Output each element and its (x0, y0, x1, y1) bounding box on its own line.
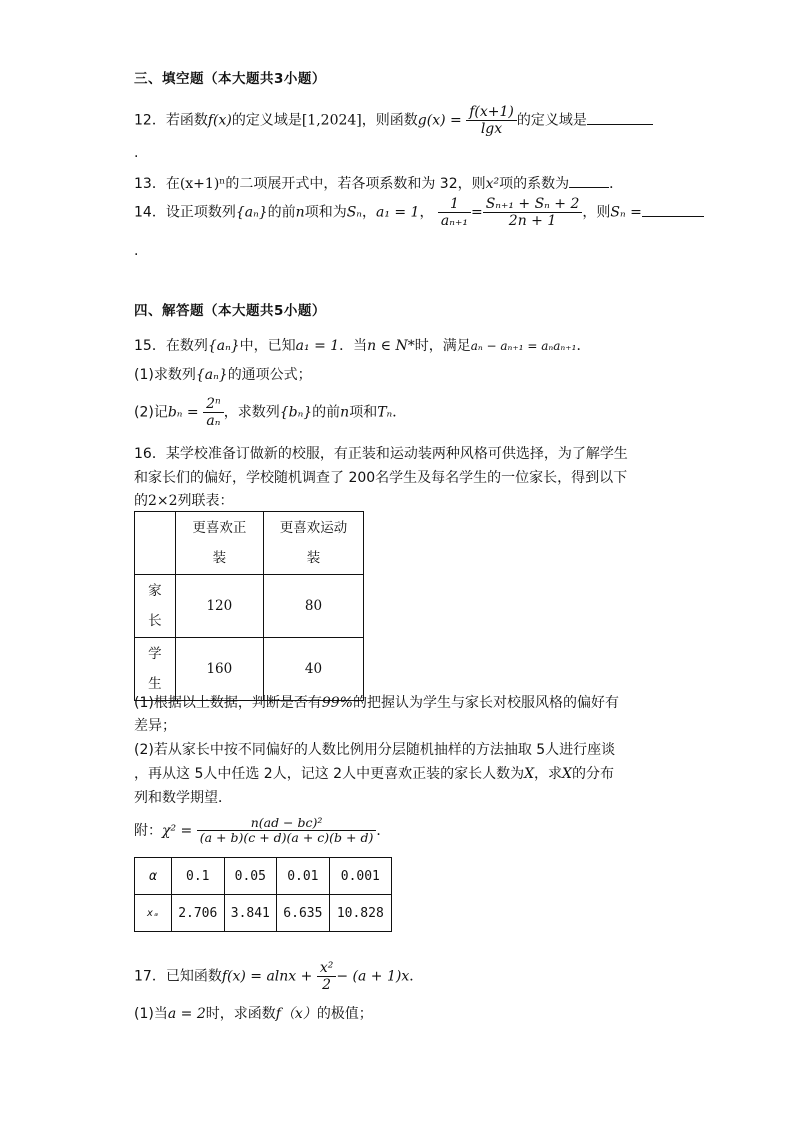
question-13 (134, 173, 623, 193)
question-17 (134, 960, 423, 993)
table-cell: 40 (263, 638, 363, 701)
row-header-text: 学 (148, 646, 162, 662)
q17-num: x² (317, 960, 337, 977)
header-text: 装 (212, 550, 227, 566)
table-cell: 80 (263, 575, 363, 638)
q15-a1: a₁ = 1 (295, 338, 340, 354)
q14-number: 14． (134, 204, 166, 221)
q14-lhs-den: aₙ₊₁ (440, 213, 468, 230)
header-text: 装 (306, 550, 321, 566)
q14-text: 设正项数列 (165, 204, 236, 221)
question-12 (134, 104, 653, 137)
q17-p1-text: (1)当 (134, 1006, 168, 1022)
q12-denominator: lgx (480, 121, 503, 138)
chi-den: (a + b)(c + d)(a + c)(b + d) (199, 830, 374, 846)
alpha-cell: 0.001 (329, 858, 391, 895)
row-header-text: 长 (148, 613, 162, 629)
table-row (135, 512, 364, 575)
q15-part-1 (134, 364, 312, 384)
table-row (135, 895, 392, 932)
q16-p2-text: ，再从这 5人中任选 2人，记这 2人中更喜欢正装的家长人数为 (134, 766, 525, 782)
q14-sn: Sₙ (346, 204, 362, 221)
q12-text: 的定义域是 (516, 112, 587, 129)
q14-text: 项和为 (304, 204, 347, 221)
alpha-header: α (135, 858, 172, 895)
table-row (135, 575, 364, 638)
q14-period: . (134, 243, 139, 259)
table-header-cell (175, 512, 263, 575)
q13-term: x² (485, 176, 500, 192)
chi-fraction (197, 816, 377, 846)
q15-p2-text: 项和 (349, 404, 378, 421)
chi-end: ． (376, 822, 391, 839)
q12-fraction (466, 104, 517, 137)
q15-p2-num: 2ⁿ (203, 396, 224, 413)
q14-seq: {aₙ} (235, 204, 268, 221)
q16-p2-text: ，求 (534, 766, 563, 782)
q16-2x2: 2×2 (148, 493, 178, 509)
q17-text: 已知函数 (165, 968, 222, 985)
xa-header: xₐ (135, 895, 172, 932)
q17-p1-text: 的极值； (316, 1006, 373, 1022)
q17-fraction (317, 960, 337, 993)
q15-p2-den: aₙ (206, 413, 221, 430)
q16-p2-X: X (562, 766, 573, 782)
q13-text: 项的系数为 (499, 176, 570, 192)
q15-p2-tn: Tₙ (377, 404, 393, 421)
q15-p2-text: 的前 (312, 404, 341, 421)
x-cell: 10.828 (329, 895, 391, 932)
critical-value-table (134, 857, 392, 932)
attach-label: 附： (134, 822, 162, 839)
q14-rhs-fraction (483, 196, 583, 229)
q17-part-1 (134, 1003, 373, 1023)
q16-part-2: (2)若从家长中按不同偏好的人数比例用分层随机抽样的方法抽取 5人进行座谈 (134, 742, 616, 758)
q12-number: 12． (134, 112, 166, 129)
q15-p1-text: (1)求数列 (134, 367, 196, 383)
q13-answer-blank[interactable] (569, 173, 609, 188)
q15-p1-seq: {aₙ} (195, 367, 228, 383)
q15-p2-text: (2)记 (134, 404, 168, 421)
q16-p2-line-3: 列和数学期望． (134, 790, 232, 806)
q15-text: 在数列 (165, 338, 208, 354)
q15-seq: {aₙ} (207, 338, 240, 354)
q15-p2-fraction (203, 396, 224, 429)
q17-den: 2 (322, 977, 332, 994)
table-row-header (135, 575, 176, 638)
q17-fx: f(x) = alnx + (221, 968, 313, 985)
q14-eq: = (470, 204, 483, 221)
chi-square: χ² = (162, 822, 193, 839)
question-15 (134, 335, 590, 355)
q15-part-2 (134, 396, 406, 429)
chi-num: n(ad − bc)² (197, 816, 377, 831)
q14-rhs-num: Sₙ₊₁ + Sₙ + 2 (483, 196, 583, 213)
q17-expr: − (a + 1)x (336, 968, 410, 985)
alpha-cell: 0.1 (172, 858, 225, 895)
row-header-text: 生 (148, 676, 162, 692)
q12-answer-blank[interactable] (587, 110, 653, 125)
q12-text: 若函数 (165, 112, 208, 129)
q12-numerator: f(x+1) (466, 104, 517, 121)
x-cell: 2.706 (172, 895, 225, 932)
alpha-cell: 0.01 (277, 858, 330, 895)
header-text: 更喜欢正 (192, 520, 247, 536)
q16-text: 列联表： (177, 493, 234, 509)
q16-line-1: 16．某学校准备订做新的校服，有正装和运动装两种风格可供选择，为了解学生 (134, 446, 628, 462)
table-cell: 160 (175, 638, 263, 701)
table-header-cell (263, 512, 363, 575)
q15-end: ． (576, 338, 591, 354)
q12-domain: [1,2024] (301, 112, 362, 129)
x-cell: 6.635 (277, 895, 330, 932)
q15-text: 中，已知 (239, 338, 296, 354)
q14-text: ， (361, 204, 376, 221)
contingency-table (134, 511, 364, 701)
q14-answer-blank[interactable] (642, 202, 704, 217)
q12-text: 的定义域是 (231, 112, 302, 129)
q12-gx: g(x) = (417, 112, 462, 129)
q17-p1-fx: f（x） (275, 1006, 317, 1022)
x-cell: 3.841 (224, 895, 277, 932)
q16-p2-text: 的分布 (572, 766, 615, 782)
q17-number: 17． (134, 968, 166, 985)
q17-end: ． (409, 968, 424, 985)
q14-text: ， (419, 204, 434, 221)
q15-cond: n ∈ N* (367, 338, 415, 354)
q16-p1-cont: 差异； (134, 718, 176, 734)
q14-n: n (295, 204, 305, 221)
q14-sn2: Sₙ = (610, 204, 642, 221)
q16-p2-line-2 (134, 763, 614, 783)
header-text: 更喜欢运动 (279, 520, 348, 536)
q14-lhs-num: 1 (438, 196, 471, 213)
q15-number: 15． (134, 338, 166, 354)
q15-p2-text: ，求数列 (223, 404, 280, 421)
table-corner-cell (135, 512, 176, 575)
question-14 (134, 196, 704, 229)
q15-relation: aₙ − aₙ₊₁ = aₙaₙ₊₁ (470, 339, 577, 353)
q15-p2-end: ． (392, 404, 407, 421)
q14-text: ，则 (582, 204, 611, 221)
q13-number: 13． (134, 176, 166, 192)
q15-p1-text: 的通项公式； (227, 367, 312, 383)
q14-rhs-den: 2n + 1 (508, 213, 557, 230)
q16-attachment (134, 816, 390, 846)
q16-p1-text: 的把握认为学生与家长对校服风格的偏好有 (352, 695, 619, 711)
q16-p1-pct: 99% (321, 695, 353, 711)
q15-text: ．当 (339, 338, 368, 354)
q13-text: 在 (165, 176, 180, 192)
q14-text: 的前 (267, 204, 296, 221)
q15-text: 时，满足 (414, 338, 471, 354)
q16-line-3 (134, 490, 234, 510)
q12-period: . (134, 145, 139, 161)
section-fill-heading: 三、填空题（本大题共3小题） (134, 71, 326, 87)
q16-text: 的 (134, 493, 148, 509)
q16-p2-X: X (524, 766, 535, 782)
row-header-text: 家 (148, 583, 162, 599)
q13-text: 的二项展开式中，若各项系数和为 32，则 (225, 176, 486, 192)
q13-expr: (x+1)ⁿ (179, 176, 226, 192)
q17-p1-a: a = 2 (167, 1006, 206, 1022)
q12-text: ，则函数 (361, 112, 418, 129)
table-cell: 120 (175, 575, 263, 638)
q13-end: ． (609, 176, 624, 192)
section-solve-heading: 四、解答题（本大题共5小题） (134, 303, 326, 319)
alpha-cell: 0.05 (224, 858, 277, 895)
q15-p2-seq: {bₙ} (279, 404, 313, 421)
q15-p2-n: n (340, 404, 350, 421)
q15-p2-bn: bₙ = (167, 404, 199, 421)
q16-p1-text: (1)根据以上数据，判断是否有 (134, 695, 322, 711)
q16-part-1 (134, 692, 619, 712)
q14-lhs-fraction (438, 196, 471, 229)
q16-line-2: 和家长们的偏好，学校随机调查了 200名学生及每名学生的一位家长，得到以下 (134, 470, 628, 486)
table-row (135, 858, 392, 895)
q12-fx: f(x) (207, 112, 232, 129)
q17-p1-text: 时，求函数 (205, 1006, 276, 1022)
q14-a1: a₁ = 1 (375, 204, 420, 221)
